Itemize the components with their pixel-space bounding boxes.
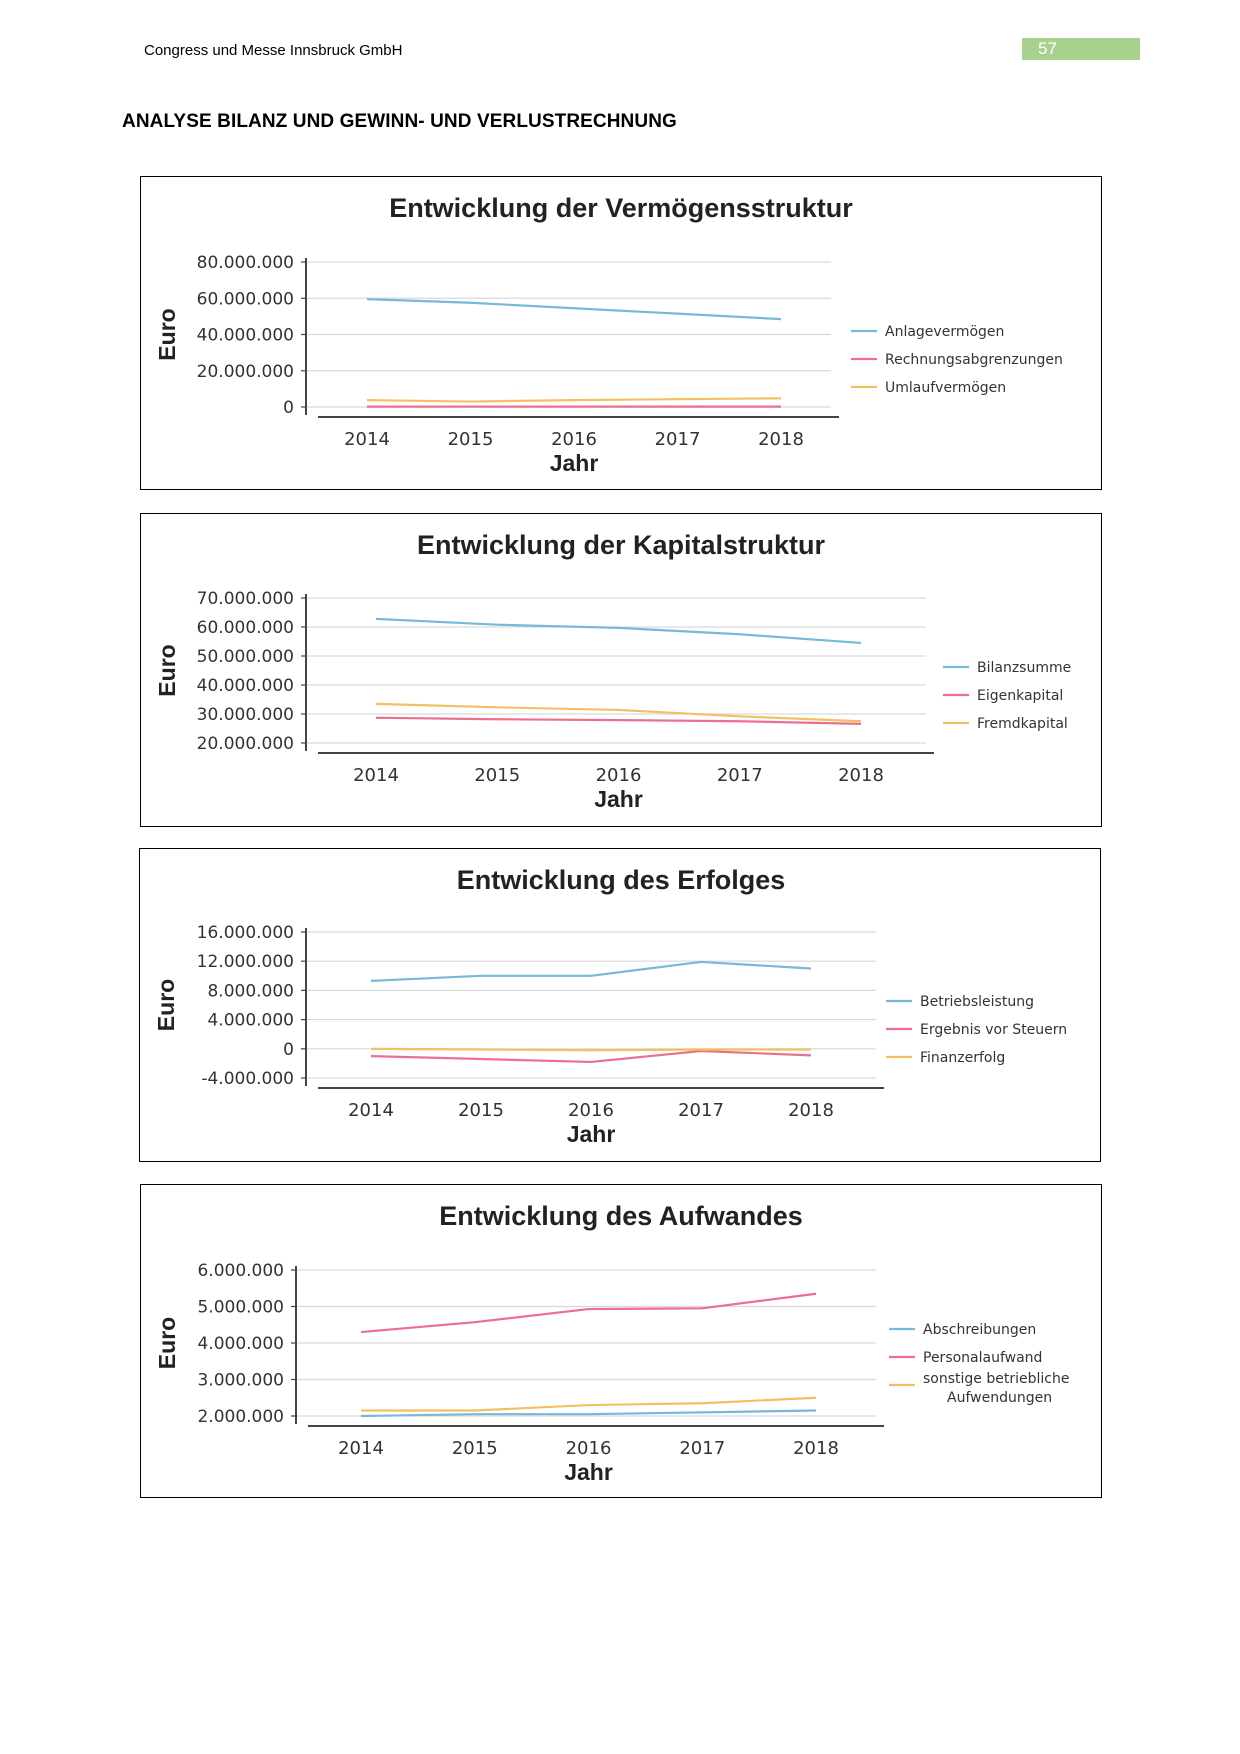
chart-frame-1	[140, 176, 1102, 490]
chart-svg-4	[141, 1185, 1103, 1499]
series-line-1	[367, 299, 781, 319]
legend-label-cont: Aufwendungen	[947, 1390, 1053, 1406]
x-axis-label: Jahr	[566, 1121, 616, 1147]
chart-svg-3	[140, 849, 1102, 1163]
x-tick-label: 2017	[716, 765, 763, 786]
y-axis-label: Euro	[154, 308, 180, 361]
x-tick-label: 2016	[568, 1100, 614, 1121]
y-tick-label: 4.000.000	[207, 1010, 294, 1031]
x-tick-label: 2014	[338, 1438, 384, 1459]
x-tick-label: 2015	[458, 1100, 504, 1121]
y-tick-label: 2.000.000	[197, 1407, 284, 1427]
chart-title: Entwicklung des Aufwandes	[439, 1201, 803, 1231]
y-tick-label: 16.000.000	[196, 923, 294, 943]
x-tick-label: 2015	[451, 1438, 498, 1459]
legend-label: Fremdkapital	[977, 716, 1068, 732]
x-tick-label: 2017	[679, 1438, 726, 1459]
y-tick-label: 60.000.000	[196, 618, 294, 638]
y-axis-label: Euro	[154, 644, 180, 697]
y-tick-label: 20.000.000	[196, 361, 294, 382]
y-tick-label: 4.000.000	[197, 1334, 284, 1354]
chart-frame-2	[140, 513, 1102, 827]
x-tick-label: 2016	[551, 429, 597, 450]
y-tick-label: 6.000.000	[197, 1261, 284, 1281]
series-line-3	[367, 398, 781, 401]
x-tick-label: 2018	[793, 1438, 839, 1459]
legend-label: Umlaufvermögen	[885, 380, 1007, 396]
series-line-3	[361, 1398, 816, 1411]
legend-label: sonstige betriebliche	[923, 1371, 1070, 1387]
y-tick-label: 0	[283, 1039, 294, 1060]
y-tick-label: 20.000.000	[196, 734, 294, 754]
series-line-2	[361, 1294, 816, 1332]
legend-label: Rechnungsabgrenzungen	[885, 352, 1063, 368]
page-number-badge: 57	[1022, 38, 1140, 60]
y-tick-label: 30.000.000	[196, 705, 294, 725]
y-axis-label: Euro	[154, 1316, 180, 1370]
chart-frame-4	[140, 1184, 1102, 1498]
x-tick-label: 2015	[474, 765, 521, 786]
x-tick-label: 2018	[838, 765, 884, 786]
y-tick-label: 40.000.000	[196, 325, 294, 346]
series-line-1	[371, 962, 811, 981]
x-tick-label: 2018	[758, 429, 804, 450]
header-company: Congress und Messe Innsbruck GmbH	[144, 42, 403, 59]
series-line-1	[376, 619, 861, 643]
chart-frame-3	[139, 848, 1101, 1162]
legend-label: Finanzerfolg	[920, 1050, 1006, 1066]
x-tick-label: 2017	[654, 429, 701, 450]
x-tick-label: 2015	[447, 429, 494, 450]
section-title: ANALYSE BILANZ UND GEWINN- UND VERLUSTRECHNUNG	[122, 111, 677, 132]
legend-label: Anlagevermögen	[885, 324, 1005, 340]
legend-label: Bilanzsumme	[977, 660, 1072, 676]
y-tick-label: 12.000.000	[196, 952, 294, 973]
legend-label: Personalaufwand	[923, 1350, 1043, 1366]
y-tick-label: 80.000.000	[196, 253, 294, 273]
y-tick-label: 70.000.000	[196, 589, 294, 609]
x-tick-label: 2014	[344, 429, 390, 450]
y-tick-label: 50.000.000	[196, 647, 294, 667]
x-tick-label: 2014	[353, 765, 399, 786]
chart-svg-1	[141, 177, 1103, 491]
chart-title: Entwicklung des Erfolges	[456, 865, 786, 895]
y-tick-label: 60.000.000	[196, 289, 294, 310]
chart-title: Entwicklung der Kapitalstruktur	[416, 530, 826, 560]
legend-label: Eigenkapital	[977, 688, 1064, 704]
x-axis-label: Jahr	[549, 450, 599, 476]
y-tick-label: 3.000.000	[197, 1370, 284, 1391]
x-tick-label: 2018	[788, 1100, 834, 1121]
x-axis-label: Jahr	[564, 1459, 613, 1485]
y-axis-label: Euro	[153, 978, 179, 1032]
legend-label: Abschreibungen	[923, 1322, 1037, 1338]
chart-title: Entwicklung der Vermögensstruktur	[389, 193, 853, 223]
x-tick-label: 2017	[678, 1100, 724, 1121]
chart-svg-2	[141, 514, 1103, 828]
x-tick-label: 2016	[595, 765, 642, 786]
y-tick-label: 8.000.000	[207, 981, 294, 1002]
y-tick-label: -4.000.000	[201, 1069, 294, 1089]
series-line-2	[371, 1051, 811, 1062]
y-tick-label: 5.000.000	[197, 1297, 284, 1318]
legend-label: Ergebnis vor Steuern	[920, 1022, 1068, 1038]
y-tick-label: 40.000.000	[196, 676, 294, 696]
x-axis-label: Jahr	[594, 786, 643, 812]
x-tick-label: 2014	[348, 1100, 394, 1121]
x-tick-label: 2016	[565, 1438, 612, 1459]
legend-label: Betriebsleistung	[920, 994, 1034, 1010]
y-tick-label: 0	[283, 398, 294, 418]
